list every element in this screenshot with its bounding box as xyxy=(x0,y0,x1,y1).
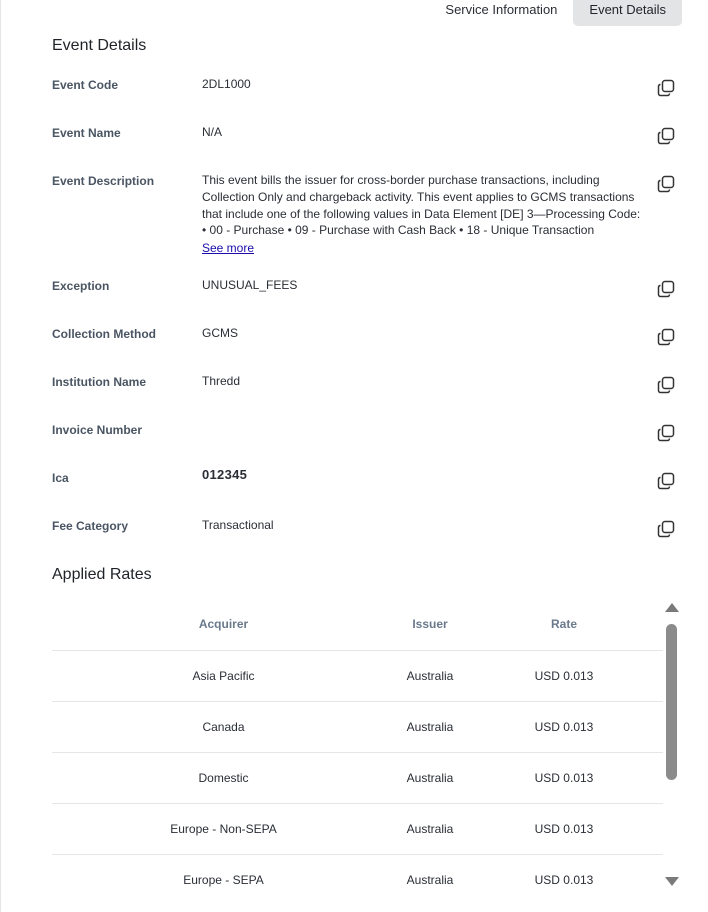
triangle-up-icon[interactable] xyxy=(665,603,679,612)
detail-value xyxy=(202,172,642,257)
table-header-row xyxy=(52,598,663,650)
copy-icon[interactable] xyxy=(656,519,678,541)
copy-icon[interactable] xyxy=(656,423,678,445)
copy-icon[interactable] xyxy=(656,327,678,349)
column-header-acquirer: Acquirer xyxy=(52,598,395,650)
cell-rate: USD 0.013 xyxy=(465,854,663,892)
cell-acquirer: Canada xyxy=(52,701,395,752)
column-header-issuer: Issuer xyxy=(395,598,465,650)
cell-issuer: Australia xyxy=(395,854,465,892)
tab-bar xyxy=(429,0,682,26)
copy-icon[interactable] xyxy=(656,174,678,196)
see-more-link[interactable]: See more xyxy=(202,241,255,256)
table-row xyxy=(52,803,663,854)
applied-rates-table xyxy=(52,598,663,892)
detail-value: N/A xyxy=(202,125,223,139)
cell-rate: USD 0.013 xyxy=(465,752,663,803)
cell-acquirer: Asia Pacific xyxy=(52,650,395,701)
cell-acquirer: Europe - Non-SEPA xyxy=(52,803,395,854)
copy-icon[interactable] xyxy=(656,78,678,100)
detail-label: Fee Category xyxy=(52,519,129,533)
cell-rate: USD 0.013 xyxy=(465,701,663,752)
table-row xyxy=(52,854,663,892)
event-details-title: Event Details xyxy=(52,37,147,54)
detail-value: 2DL1000 xyxy=(202,77,251,91)
cell-issuer: Australia xyxy=(395,701,465,752)
cell-rate: USD 0.013 xyxy=(465,650,663,701)
column-header-rate: Rate xyxy=(465,598,663,650)
cell-acquirer: Europe - SEPA xyxy=(52,854,395,892)
triangle-down-icon[interactable] xyxy=(665,877,679,886)
left-border xyxy=(0,0,1,912)
scrollbar-thumb[interactable] xyxy=(666,624,677,780)
detail-value: 012345 xyxy=(202,467,248,482)
detail-label: Event Code xyxy=(52,78,119,92)
applied-rates-table-container[interactable] xyxy=(52,598,682,892)
applied-rates-title: Applied Rates xyxy=(52,566,152,583)
copy-icon[interactable] xyxy=(656,126,678,148)
detail-label: Exception xyxy=(52,279,110,293)
table-row xyxy=(52,752,663,803)
copy-icon[interactable] xyxy=(656,375,678,397)
table-scrollbar[interactable] xyxy=(663,598,682,892)
detail-label: Event Description xyxy=(52,174,155,188)
detail-value: UNUSUAL_FEES xyxy=(202,278,298,292)
detail-label: Event Name xyxy=(52,126,121,140)
detail-label: Ica xyxy=(52,471,69,485)
detail-label: Institution Name xyxy=(52,375,147,389)
detail-value: Thredd xyxy=(202,374,241,388)
cell-issuer: Australia xyxy=(395,650,465,701)
detail-value: Transactional xyxy=(202,518,274,532)
cell-issuer: Australia xyxy=(395,803,465,854)
tab-service-information[interactable]: Service Information xyxy=(445,2,558,17)
cell-acquirer: Domestic xyxy=(52,752,395,803)
table-row xyxy=(52,650,663,701)
cell-issuer: Australia xyxy=(395,752,465,803)
tab-event-details[interactable]: Event Details xyxy=(573,0,682,26)
copy-icon[interactable] xyxy=(656,471,678,493)
cell-rate: USD 0.013 xyxy=(465,803,663,854)
event-description-text: This event bills the issuer for cross-border purchase transactions, including Collection Only and chargeback activity. This event applies to GCMS transactions that include one of the following values in Data Element [DE] 3—Processing Code: • 00 - Purchase • 09 - Purchase with Cash Back • 18 - Unique Transaction xyxy=(202,173,641,238)
detail-label: Collection Method xyxy=(52,327,156,341)
table-row xyxy=(52,701,663,752)
copy-icon[interactable] xyxy=(656,279,678,301)
detail-label: Invoice Number xyxy=(52,423,143,437)
detail-value: GCMS xyxy=(202,326,238,340)
